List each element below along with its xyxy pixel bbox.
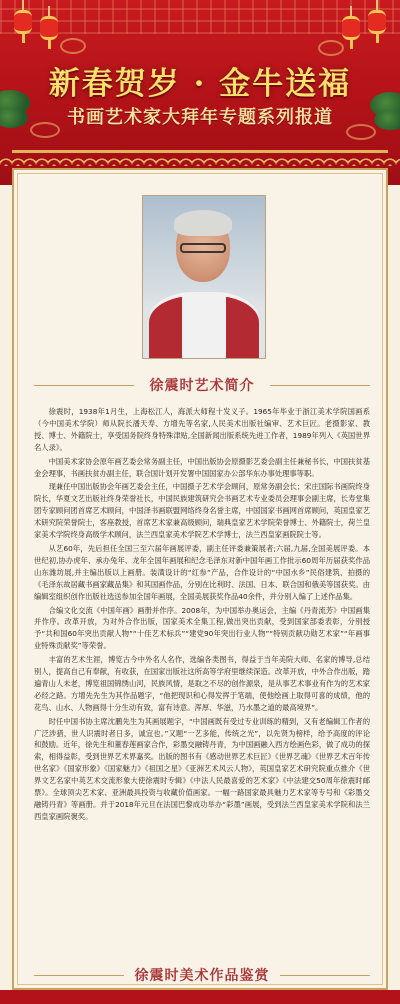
- header-banner: [0, 0, 400, 185]
- page-title: 新春贺岁 · 金牛送福: [48, 66, 352, 102]
- page-subtitle: 书画艺术家大拜年专题系列报道: [67, 107, 333, 128]
- lantern-icon: [40, 6, 58, 49]
- gallery-section-header: [14, 965, 390, 987]
- footer-bar: [0, 990, 400, 1004]
- artist-portrait: [143, 196, 265, 358]
- bio-paragraph: 从艺60年，先后担任全国三至六届年画展评委，副主任评委兼策展者;六届,九届,全国美展评委。本世纪初,协办虎年、承办兔年、龙年全国年画展和纪念毛泽东对新中国年画工作批示60周年历届获奖作品山东潍坊展,并主编出版以上画册。装潢设计的“红参”产品，合作设计的“中国水乡”民俗建筑、拍摄的《毛泽东故居藏书画家藏品集》和其国画作品，分别在比利时、法国、日本、联合国和俄美等国获奖。由编辑室组织创作出版社选送参加全国年画展，全国美展获奖作品40余件，并分别入编了上述作品集。: [34, 543, 370, 601]
- cloud-ornament: [60, 38, 86, 54]
- lantern-icon: [368, 0, 386, 43]
- bio-text: [34, 406, 370, 825]
- bio-paragraph: 丰富的艺术生涯，博览古今中外名人名作，选编各类图书，得益于当年美院大师、名家的博导,总结别人，提高自己有奉献，有收获，在国家出版社这所高等学府里继续深造。改革开放，中外合作出版，踏遍青山人未老，博览祖国锦绣山河，民族风情，是取之不尽的创作源泉，是从事艺术事业有作为的艺术家必经之路。方增先先生为其作品题字，“他把现识和心得发挥于笔端，使他绘画上取得可喜的成绩，他的花鸟、山水、人物画得十分生动有致，富有诗意。浑厚、华滋，乃水墨之道的最高境界”。: [34, 655, 370, 712]
- bio-paragraph: 中国美术家协会原年画艺委会常务副主任，中国出版协会原摄影艺委会副主任兼秘书长，中国扶贫基金会理事，书画扶贫办副主任，联合国计划开发署中国国家办公部华东办事处理事等职。: [34, 456, 370, 478]
- content-panel: [12, 168, 388, 990]
- bio-section-header: [14, 375, 390, 397]
- lantern-icon: [14, 0, 32, 43]
- bio-paragraph: 现兼任中国出版协会年画艺委会主任，中国摄子艺术学会顾问，原常务副会长；宋庄国际书画院终身院长，华夏文艺出版社终身荣誉社长，中国民族建筑研究会书画艺术专业委员会理事会副主席，长寿堂集团专家顾问团首席艺术顾问，中国泽书画联盟网络终身名誉主席，中国国家书画网首席顾问，英国皇家艺术研究院荣誉院士，客座教授，首席艺术家兼高级顾问，瑞典皇家艺术学院荣誉博士、外籍院士，荷兰皇家美术学院终身高级学术顾问，法兰西皇家美术学院艺术学博士，法兰西皇家画院院士等。: [34, 482, 370, 540]
- wave-border: [0, 158, 400, 166]
- bio-paragraph: 合编文化交流《中国年画》画册并作序。2008年，为中国举办奥运会，主编《丹青流芳》中国画集并作序。改革开放，为对外合作出版，国家美术全集工程,做出突出贡献，受到国家部委表彰，分别授予“共和国60年突出贡献人物”“十佳艺术标兵”“建党90年突出行业人物”“特别贡献功勋艺术家”“年画事业特殊贡献奖”等荣誉。: [34, 605, 370, 651]
- cloud-ornament: [318, 40, 344, 56]
- bio-paragraph: 徐震时，1938年1月生，上海松江人，海派大师程十发义子。1965年毕业于浙江美术学院国画系（今中国美术学院）师从院长潘天寿、方增先等名家,人民美术出版社编审、艺术巨匠。老摄影家、教授、博士、外籍院士，享受国务院终身特殊津贴,全国新闻出版系统先进工作者，1989年列入《英国世界名人录》。: [34, 407, 370, 452]
- lantern-icon: [342, 6, 360, 49]
- bio-section-title: 徐震时艺术简介: [149, 378, 255, 394]
- bio-paragraph: 时任中国书协主席沈鹏先生为其画展题字，“中国画既有受过专业训练的精到，又有老编辑工作者的广泛涉猎，世人识震时者日多，诚宜也。”又题“一艺多能，传统之光”，以先贤为榜样，给予高度的评论和鼓励。近年，徐先生和董春莲画家合作，彩墨交融铸丹青，为中国画融入西方绘画色彩，做了成功的探索，相得益彰，受到世界艺术界嘉奖。出版的图书有《感动世界艺术巨匠》《世界艺魂》《世界艺术百年传世名家》《国家形象》《国家魅力》《祖国之星》《亚洲艺术风云人物》，英国皇家艺术研究院重点推介《世界文艺名家中英艺术交流形象大使徐震时专辑》《中法人民最喜爱的艺术家》《中法建交50周年徐震时邮票》。全球顶尖艺术家、亚洲最具投资与收藏价值画家。一幅一路国家最具魅力艺术家等专号和《彩墨交融铸丹青》等画册。并于2018年元旦在法国巴黎成功举办“彩墨”画展，受到法兰西皇家美术学院和法兰西皇家画院褒奖。: [34, 716, 370, 821]
- lattice-pattern: [0, 0, 400, 34]
- gallery-section-title: 徐震时美术作品鉴赏: [134, 968, 270, 984]
- gold-divider: [12, 150, 388, 153]
